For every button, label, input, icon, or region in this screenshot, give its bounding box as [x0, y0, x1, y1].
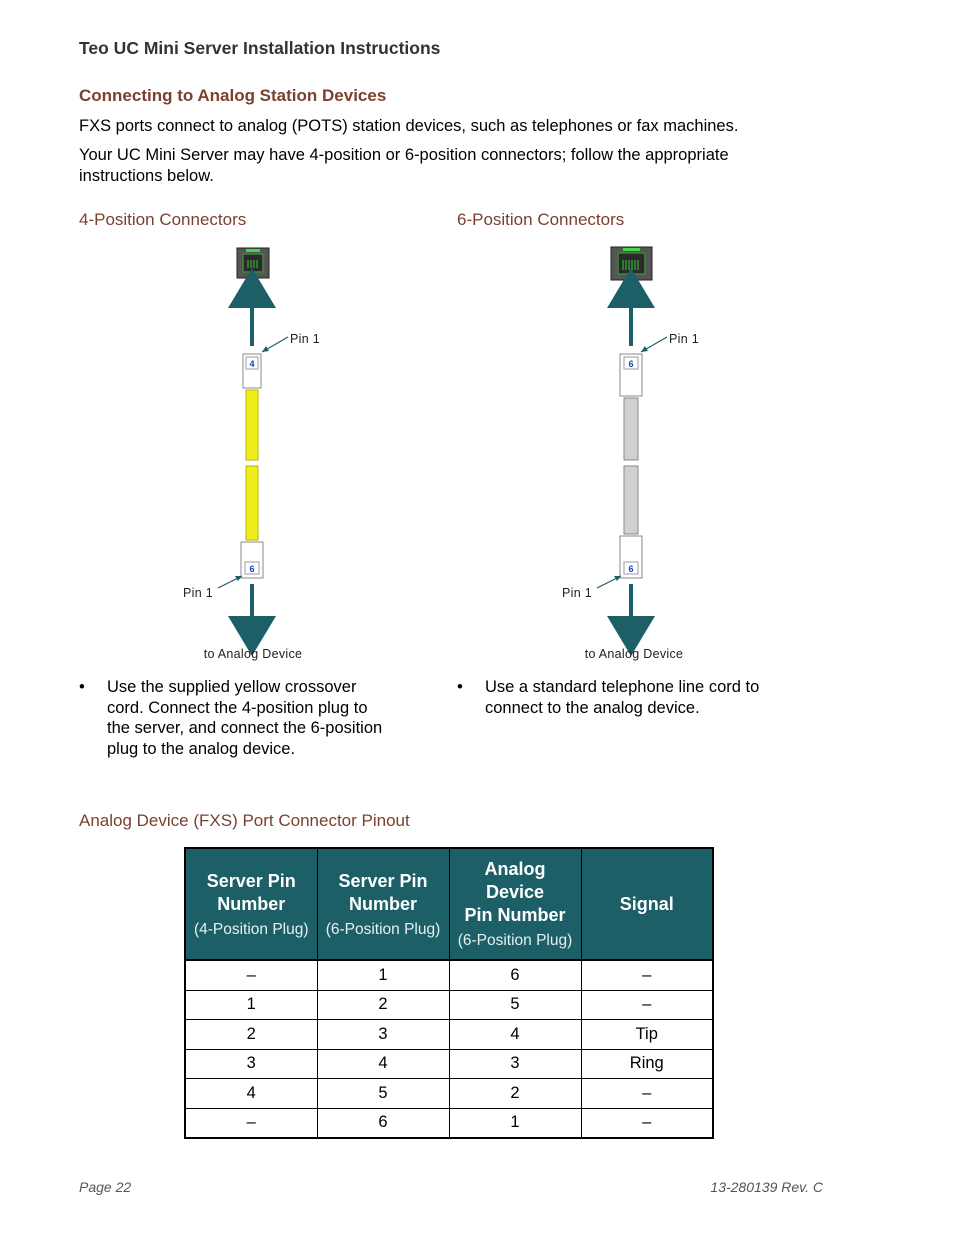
top-six-position-plug-icon	[620, 354, 642, 396]
top-plug-number: 4	[249, 359, 255, 369]
table-cell: 3	[449, 1049, 581, 1079]
intro-paragraph: FXS ports connect to analog (POTS) station devices, such as telephones or fax machines.	[79, 117, 739, 135]
table-row	[185, 960, 713, 990]
table-cell: Ring	[581, 1049, 713, 1079]
top-pin1-label: Pin 1	[669, 332, 699, 346]
column-title: Pin Number	[464, 905, 566, 925]
table-row	[185, 1049, 713, 1079]
page-number: Page 22	[79, 1179, 132, 1195]
four-position-plug-icon	[243, 354, 261, 388]
top-plug-number: 6	[628, 359, 634, 369]
table-cell: 2	[449, 1079, 581, 1109]
rj11-jack-icon	[237, 248, 269, 278]
column-header	[317, 848, 449, 960]
bullet-line: Use a standard telephone line cord to	[485, 678, 760, 696]
table-cell: 4	[449, 1020, 581, 1050]
table-cell: 3	[185, 1049, 317, 1079]
table-cell: 5	[317, 1079, 449, 1109]
table-row	[185, 1108, 713, 1138]
bottom-pin1-label: Pin 1	[183, 586, 213, 600]
column-subtitle: (6-Position Plug)	[457, 932, 573, 949]
column-header	[581, 848, 713, 960]
connector-note-line-2: instructions below.	[79, 167, 214, 185]
bullet-text	[107, 677, 382, 759]
column-title: Server Pin	[206, 870, 296, 891]
bullet-dot: •	[79, 678, 85, 696]
column-title: Server Pin	[338, 870, 428, 891]
document-number: 13-280139 Rev. C	[710, 1179, 823, 1195]
table-cell: –	[581, 1108, 713, 1138]
pinout-table-heading: Analog Device (FXS) Port Connector Pinout	[79, 811, 410, 830]
bullet-line: the server, and connect the 6-position	[107, 719, 383, 737]
six-position-heading: 6-Position Connectors	[457, 210, 625, 229]
top-pin1-label: Pin 1	[290, 332, 320, 346]
connector-note-line-1: Your UC Mini Server may have 4-position or 6-position connectors; follow the appropriate	[79, 146, 729, 164]
table-cell: 1	[185, 990, 317, 1020]
crossover-cord-upper	[246, 390, 258, 460]
pinout-table	[184, 847, 714, 1139]
table-row	[185, 990, 713, 1020]
four-position-heading: 4-Position Connectors	[79, 210, 247, 229]
table-cell: 1	[449, 1108, 581, 1138]
table-header-row	[185, 848, 713, 960]
crossover-cord-lower	[246, 466, 258, 540]
six-position-plug-icon	[241, 542, 263, 578]
column-subtitle: (4-Position Plug)	[193, 920, 309, 938]
four-position-diagram	[150, 240, 380, 670]
bullet-line: cord. Connect the 4-position plug to	[107, 698, 368, 717]
table-cell: 4	[185, 1079, 317, 1109]
table-cell: Tip	[581, 1020, 713, 1050]
table-cell: –	[581, 1079, 713, 1109]
table-cell: –	[185, 960, 317, 990]
bottom-plug-number: 6	[249, 564, 255, 574]
table-cell: 2	[185, 1020, 317, 1050]
bottom-six-position-plug-icon	[620, 536, 642, 578]
column-title: Number	[348, 893, 417, 914]
table-cell: –	[185, 1108, 317, 1138]
bullet-line: plug to the analog device.	[107, 739, 296, 758]
bottom-plug-number: 6	[628, 564, 634, 574]
table-cell: –	[581, 960, 713, 990]
table-cell: 6	[317, 1108, 449, 1138]
rj12-jack-icon	[611, 247, 652, 280]
section-heading: Connecting to Analog Station Devices	[79, 86, 387, 105]
table-cell: 2	[317, 990, 449, 1020]
column-header	[449, 848, 581, 960]
column-subtitle: (6-Position Plug)	[325, 920, 441, 938]
connector-note-paragraph	[79, 145, 729, 187]
column-title: Analog Device	[484, 859, 546, 902]
bullet-line: connect to the analog device.	[485, 698, 700, 717]
bullet-dot: •	[457, 678, 463, 696]
bottom-pin1-label: Pin 1	[562, 586, 592, 600]
line-cord-lower	[624, 466, 638, 534]
line-cord-upper	[624, 398, 638, 460]
bullet-text	[485, 677, 759, 718]
table-cell: 5	[449, 990, 581, 1020]
table-cell: 4	[317, 1049, 449, 1079]
four-position-bullet	[79, 677, 439, 767]
table-row	[185, 1079, 713, 1109]
six-position-diagram	[529, 240, 759, 670]
to-analog-device-label: to Analog Device	[203, 647, 303, 661]
table-cell: –	[581, 990, 713, 1020]
table-cell: 1	[317, 960, 449, 990]
column-title: Signal	[619, 893, 674, 914]
bullet-line: Use the supplied yellow crossover	[107, 678, 357, 696]
to-analog-device-label: to Analog Device	[584, 647, 684, 661]
column-header	[185, 848, 317, 960]
table-cell: 3	[317, 1020, 449, 1050]
column-title: Number	[217, 893, 286, 914]
table-cell: 6	[449, 960, 581, 990]
table-row	[185, 1020, 713, 1050]
document-title: Teo UC Mini Server Installation Instructions	[79, 38, 441, 58]
six-position-bullet	[457, 677, 837, 727]
